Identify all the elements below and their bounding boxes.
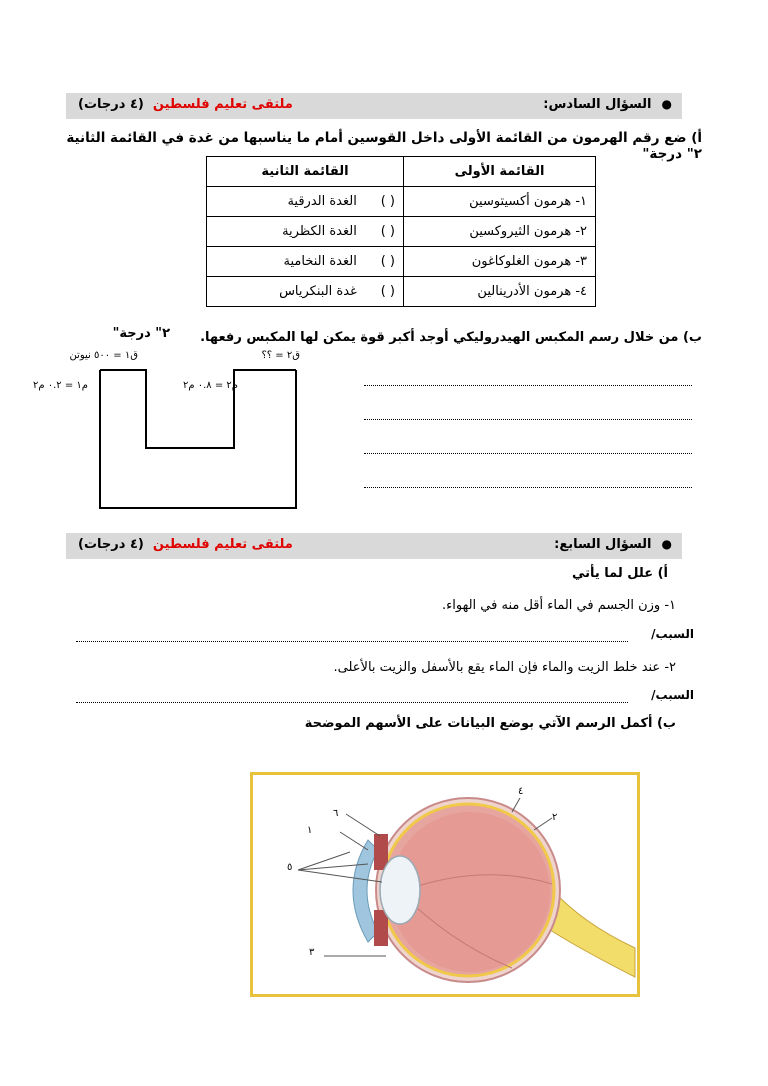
question-6-part-a: أ) ضع رقم الهرمون من القائمة الأولى داخل القوسين أمام ما يناسبها من غدة في القائمة الثانية ٢" درجة" — [66, 130, 702, 162]
question-6-header — [66, 93, 682, 119]
matching-table — [206, 156, 596, 307]
eye-label-5: ٥ — [287, 862, 293, 873]
question-6-part-b-marks: ٢" درجة" — [112, 326, 170, 341]
question-6-title-wrap — [543, 97, 672, 112]
question-7-marks: (٤ درجات) — [78, 537, 144, 552]
question-7-header — [66, 533, 682, 559]
table-header-list1: القائمة الأولى — [404, 157, 596, 187]
table-cell-hormone: ٣- هرمون الغلوكاغون — [404, 247, 596, 277]
table-header-list2: القائمة الثانية — [207, 157, 404, 187]
reason-label-1: السبب/ — [651, 627, 694, 641]
eye-label-2: ٢ — [552, 812, 558, 823]
answer-line[interactable] — [364, 384, 692, 386]
forum-name: ملتقى تعليم فلسطين — [152, 537, 293, 552]
answer-line[interactable] — [364, 486, 692, 488]
gland-name: غدة البنكرياس — [279, 284, 357, 299]
eye-diagram — [250, 772, 640, 998]
eye-label-3: ٣ — [309, 947, 315, 958]
hydraulic-press-diagram — [20, 345, 320, 515]
question-7-item-2: ٢- عند خلط الزيت والماء فإن الماء يقع بالأسفل والزيت بالأعلى. — [333, 660, 676, 675]
question-7-title: السؤال السابع: — [554, 537, 652, 552]
reason-answer-line-1[interactable] — [76, 640, 628, 642]
question-6-part-b: ب) من خلال رسم المكبس الهيدروليكي أوجد أكبر قوة يمكن لها المكبس رفعها. — [200, 330, 702, 345]
press-force-1: ق١ = ٥٠٠ نيوتن — [69, 350, 138, 361]
table-cell-hormone: ١- هرمون أكسيتوسين — [404, 187, 596, 217]
question-7-forum — [78, 537, 293, 552]
table-cell-gland — [207, 187, 404, 217]
table-cell-hormone: ٤- هرمون الأدرينالين — [404, 277, 596, 307]
table-cell-gland — [207, 277, 404, 307]
table-row — [207, 247, 596, 277]
answer-line[interactable] — [364, 452, 692, 454]
answer-blank[interactable]: ( ) — [380, 194, 395, 209]
question-7-part-a: أ) علل لما يأتي — [571, 566, 668, 581]
question-6-forum — [78, 97, 293, 112]
press-area-1: م١ = ٠.٢ م٢ — [33, 380, 88, 391]
table-cell-gland — [207, 247, 404, 277]
gland-name: الغدة النخامية — [283, 254, 357, 269]
bullet-icon: ● — [661, 537, 672, 551]
eye-label-1: ١ — [307, 825, 313, 836]
eye-label-4: ٤ — [518, 786, 524, 797]
question-6-marks: (٤ درجات) — [78, 97, 144, 112]
bullet-icon: ● — [661, 97, 672, 111]
table-header-row — [207, 157, 596, 187]
answer-line[interactable] — [364, 418, 692, 420]
question-7-title-wrap — [554, 537, 672, 552]
question-7-item-1: ١- وزن الجسم في الماء أقل منه في الهواء. — [442, 598, 676, 613]
press-force-2: ق٢ = ؟؟ — [261, 350, 300, 361]
table-cell-hormone: ٢- هرمون الثيروكسين — [404, 217, 596, 247]
press-area-2: م٢ = ٠.٨ م٢ — [183, 380, 238, 391]
answer-blank[interactable]: ( ) — [380, 284, 395, 299]
table-row — [207, 217, 596, 247]
gland-name: الغدة الكظرية — [282, 224, 357, 239]
table-cell-gland — [207, 217, 404, 247]
question-6-title: السؤال السادس: — [543, 97, 652, 112]
answer-blank[interactable]: ( ) — [380, 254, 395, 269]
reason-label-2: السبب/ — [651, 688, 694, 702]
gland-name: الغدة الدرقية — [287, 194, 357, 209]
reason-answer-line-2[interactable] — [76, 701, 628, 703]
eye-label-6: ٦ — [333, 808, 339, 819]
table-row — [207, 277, 596, 307]
table-row — [207, 187, 596, 217]
lens — [380, 856, 420, 924]
answer-blank[interactable]: ( ) — [380, 224, 395, 239]
question-7-part-b: ب) أكمل الرسم الآتي بوضع البيانات على الأسهم الموضحة — [304, 716, 676, 731]
forum-name: ملتقى تعليم فلسطين — [152, 97, 293, 112]
